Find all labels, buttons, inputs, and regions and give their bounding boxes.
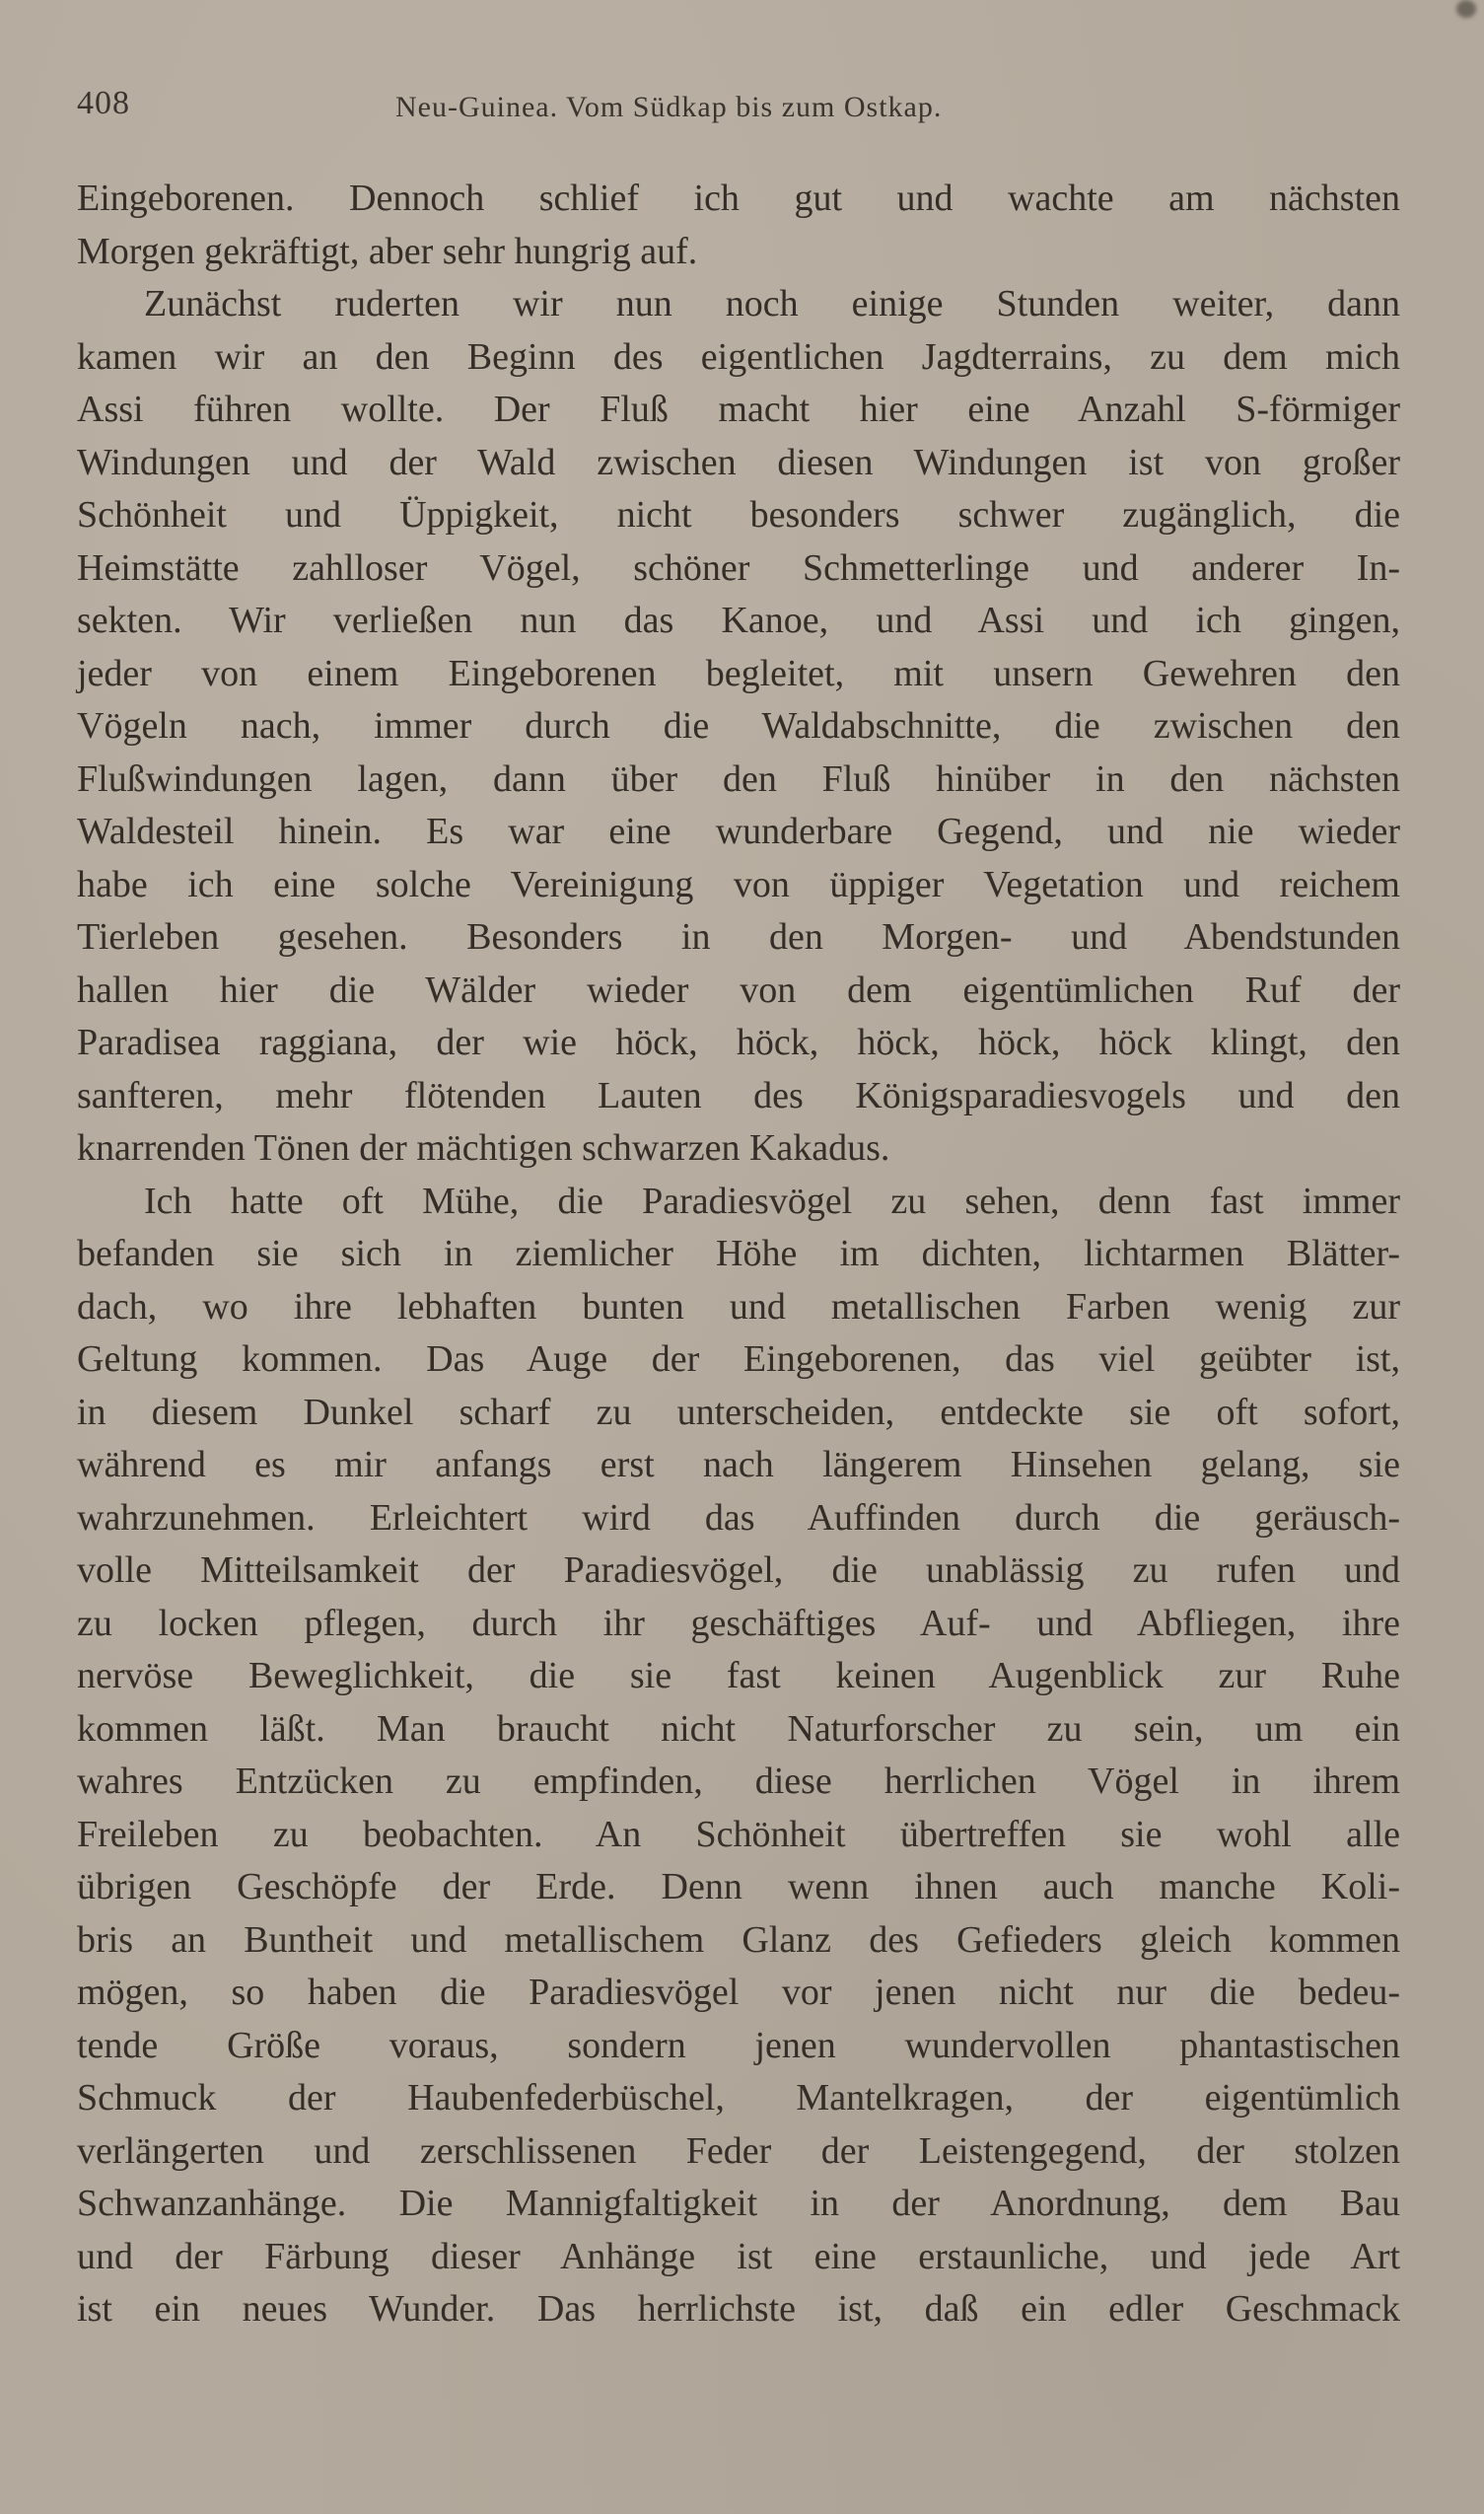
text-line: Waldesteil hinein. Es war eine wunderbare Gegend, und nie wieder: [77, 811, 1400, 852]
paragraph: [77, 278, 1400, 1176]
text-line: wahres Entzücken zu empfinden, diese herrlichen Vögel in ihrem: [77, 1760, 1400, 1802]
text-line: hallen hier die Wälder wieder von dem eigentümlichen Ruf der: [77, 969, 1400, 1011]
text-line: Heimstätte zahlloser Vögel, schöner Schmetterlinge und anderer In-: [77, 546, 1400, 589]
text-line: mögen, so haben die Paradiesvögel vor jenen nicht nur die bedeu-: [77, 1972, 1400, 2013]
text-line: während es mir anfangs erst nach längerem Hinsehen gelang, sie: [77, 1444, 1400, 1485]
text-line: knarrenden Tönen der mächtigen schwarzen Kakadus.: [77, 1127, 890, 1169]
text-line: und der Färbung dieser Anhänge ist eine erstaunliche, und jede Art: [77, 2235, 1400, 2277]
text-line: Ich hatte oft Mühe, die Paradiesvögel zu sehen, denn fast immer: [144, 1180, 1400, 1222]
paragraph: [77, 173, 1400, 278]
text-line: in diesem Dunkel scharf zu unterscheiden, entdeckte sie oft sofort,: [77, 1391, 1400, 1433]
text-line: Vögeln nach, immer durch die Waldabschnitte, die zwischen den: [77, 705, 1400, 747]
text-line: Eingeborenen. Dennoch schlief ich gut und wachte am nächsten: [77, 178, 1400, 219]
text-line: dach, wo ihre lebhaften bunten und metallischen Farben wenig zur: [77, 1285, 1400, 1328]
text-line: Tierleben gesehen. Besonders in den Morgen- und Abendstunden: [77, 916, 1400, 958]
text-line: kommen läßt. Man braucht nicht Naturforscher zu sein, um ein: [77, 1707, 1400, 1750]
text-line: Zunächst ruderten wir nun noch einige Stunden weiter, dann: [144, 283, 1400, 324]
text-line: Freileben zu beobachten. An Schönheit übertreffen sie wohl alle: [77, 1813, 1400, 1855]
text-line: Schwanzanhänge. Die Mannigfaltigkeit in der Anordnung, dem Bau: [77, 2183, 1400, 2224]
running-header: [77, 85, 1400, 134]
body-text: [77, 173, 1400, 2336]
text-line: Paradisea raggiana, der wie höck, höck, höck, höck, höck klingt, den: [77, 1022, 1400, 1063]
text-line: Morgen gekräftigt, aber sehr hungrig auf.: [77, 230, 698, 272]
text-line: sanfteren, mehr flötenden Lauten des Königsparadiesvogels und den: [77, 1074, 1400, 1116]
text-line: Assi führen wollte. Der Fluß macht hier eine Anzahl S-förmiger: [77, 389, 1400, 430]
text-line: nervöse Beweglichkeit, die sie fast keinen Augenblick zur Ruhe: [77, 1655, 1400, 1696]
text-line: Schmuck der Haubenfederbüschel, Mantelkragen, der eigentümlich: [77, 2077, 1400, 2119]
text-line: bris an Buntheit und metallischem Glanz des Gefieders gleich kommen: [77, 1918, 1400, 1961]
text-line: Geltung kommen. Das Auge der Eingeborenen, das viel geübter ist,: [77, 1338, 1400, 1380]
text-line: volle Mitteilsamkeit der Paradiesvögel, die unablässig zu rufen und: [77, 1549, 1400, 1591]
text-line: ist ein neues Wunder. Das herrlichste ist, daß ein edler Geschmack: [77, 2288, 1400, 2330]
text-line: verlängerten und zerschlissenen Feder der Leistengegend, der stolzen: [77, 2129, 1400, 2172]
text-line: Windungen und der Wald zwischen diesen Windungen ist von großer: [77, 441, 1400, 483]
text-line: zu locken pflegen, durch ihr geschäftiges Auf- und Abfliegen, ihre: [77, 1602, 1400, 1644]
text-line: Schönheit und Üppigkeit, nicht besonders schwer zugänglich, die: [77, 494, 1400, 536]
text-line: befanden sie sich in ziemlicher Höhe im dichten, lichtarmen Blätter-: [77, 1233, 1400, 1274]
text-line: kamen wir an den Beginn des eigentlichen Jagdterrains, zu dem mich: [77, 335, 1400, 378]
text-line: habe ich eine solche Vereinigung von üppiger Vegetation und reichem: [77, 863, 1400, 905]
text-line: wahrzunehmen. Erleichtert wird das Auffinden durch die geräusch-: [77, 1496, 1400, 1539]
text-line: Flußwindungen lagen, dann über den Fluß hinüber in den nächsten: [77, 757, 1400, 800]
text-line: sekten. Wir verließen nun das Kanoe, und Assi und ich gingen,: [77, 600, 1400, 641]
paragraph: [77, 1176, 1400, 2336]
page-blemish: [1456, 0, 1476, 18]
text-line: jeder von einem Eingeborenen begleitet, mit unsern Gewehren den: [77, 652, 1400, 694]
page-number: 408: [77, 85, 130, 121]
text-line: übrigen Geschöpfe der Erde. Denn wenn ihnen auch manche Koli-: [77, 1866, 1400, 1907]
running-title: Neu-Guinea. Vom Südkap bis zum Ostkap.: [395, 91, 943, 123]
text-line: tende Größe voraus, sondern jenen wundervollen phantastischen: [77, 2024, 1400, 2066]
